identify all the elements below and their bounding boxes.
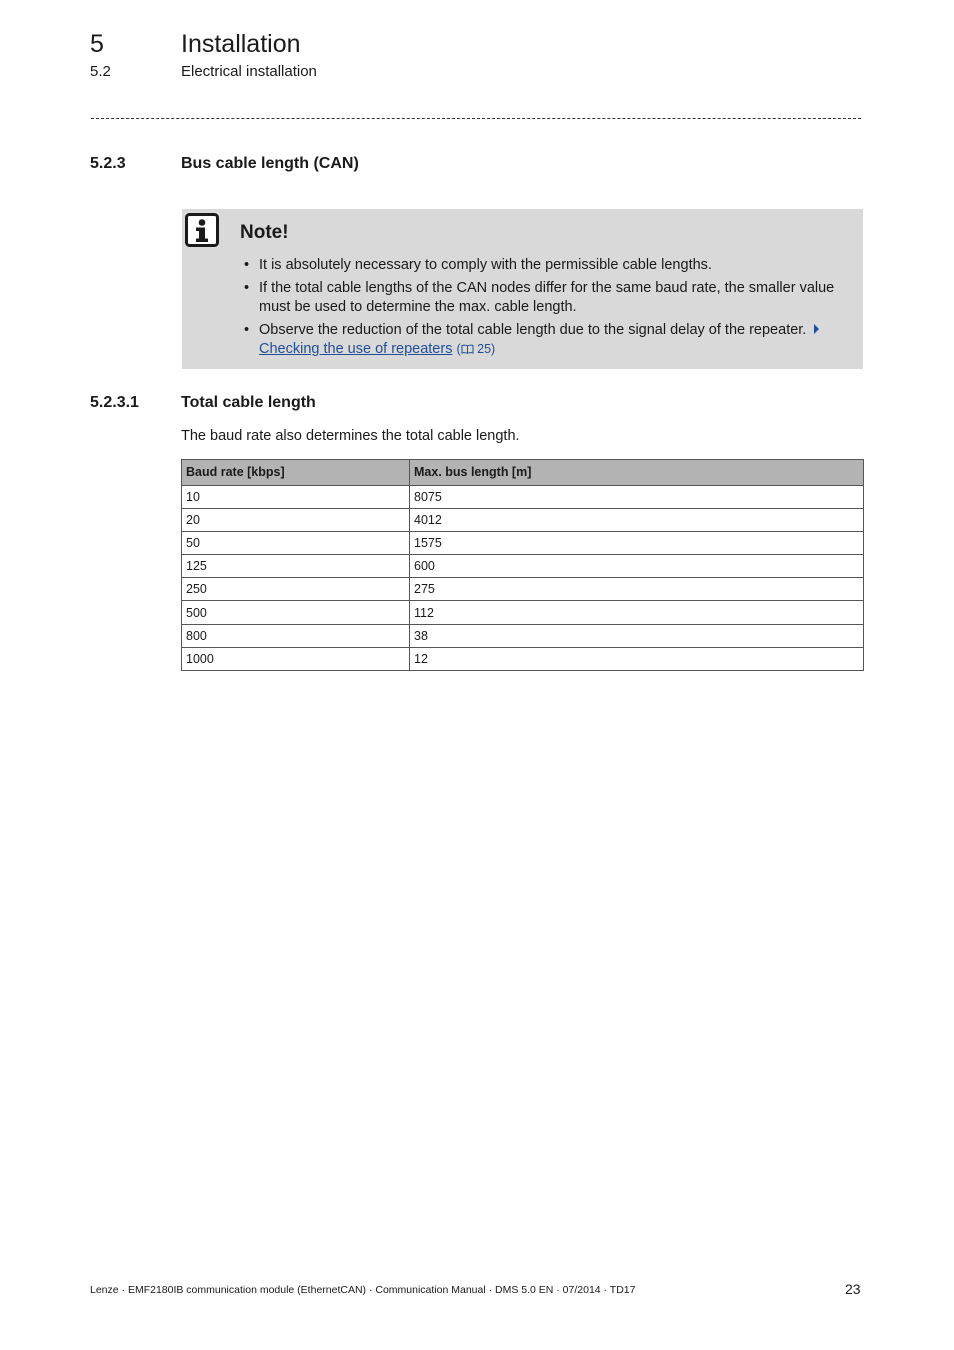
baud-rate-cell: 500: [182, 601, 410, 624]
column-header-max-bus-length: Max. bus length [m]: [410, 460, 864, 486]
page-reference-number: 25: [477, 342, 492, 356]
bus-length-cell: 12: [410, 647, 864, 670]
bullet: •: [244, 257, 250, 273]
baud-rate-cell: 50: [182, 531, 410, 554]
table-row: [182, 485, 864, 508]
table-row: [182, 555, 864, 578]
baud-rate-cell: 20: [182, 508, 410, 531]
header-divider: [91, 118, 861, 119]
section-title: Bus cable length (CAN): [181, 155, 359, 172]
note-item: [244, 279, 850, 318]
table-row: [182, 624, 864, 647]
intro-paragraph: The baud rate also determines the total cable length.: [181, 428, 520, 444]
section-number: 5.2.3: [90, 155, 126, 172]
bullet: •: [244, 279, 250, 296]
table-row: [182, 508, 864, 531]
page-number: 23: [845, 1281, 861, 1297]
page-reference[interactable]: ( 25): [456, 342, 496, 356]
note-item: [244, 321, 850, 360]
note-item-text: If the total cable lengths of the CAN nodes differ for the same baud rate, the smaller value must be used to determine the max. cable length.: [259, 279, 835, 315]
note-item-text: Observe the reduction of the total cable length due to the signal delay of the repeater.: [259, 321, 807, 338]
table-row: [182, 578, 864, 601]
column-header-baud-rate: Baud rate [kbps]: [182, 460, 410, 486]
info-icon: [185, 213, 219, 247]
chapter-title: Installation: [181, 30, 301, 58]
table-row: [182, 601, 864, 624]
bus-length-cell: 1575: [410, 531, 864, 554]
bus-length-cell: 8075: [410, 485, 864, 508]
bullet: •: [244, 321, 250, 338]
note-heading: Note!: [240, 222, 289, 243]
subsection-title: Total cable length: [181, 394, 316, 411]
table-header-row: [182, 460, 864, 486]
link-arrow-icon: [814, 324, 819, 334]
header-section-number: 5.2: [90, 63, 111, 80]
bus-length-cell: 4012: [410, 508, 864, 531]
baud-rate-cell: 125: [182, 555, 410, 578]
baud-rate-cell: 800: [182, 624, 410, 647]
note-item: [244, 256, 850, 276]
baud-rate-cell: 250: [182, 578, 410, 601]
table-row: [182, 647, 864, 670]
bus-length-cell: 600: [410, 555, 864, 578]
footer-text: Lenze · EMF2180IB communication module (EthernetCAN) · Communication Manual · DMS 5.0 EN · 07/2014 · TD17: [90, 1284, 636, 1296]
baud-rate-table: [181, 459, 864, 671]
bus-length-cell: 38: [410, 624, 864, 647]
header-section-title: Electrical installation: [181, 63, 317, 80]
note-item-text: It is absolutely necessary to comply with the permissible cable lengths.: [259, 257, 712, 273]
bus-length-cell: 275: [410, 578, 864, 601]
repeaters-link[interactable]: Checking the use of repeaters: [259, 341, 453, 357]
baud-rate-cell: 10: [182, 485, 410, 508]
book-icon: [461, 344, 474, 354]
subsection-number: 5.2.3.1: [90, 394, 139, 411]
table-row: [182, 531, 864, 554]
bus-length-cell: 112: [410, 601, 864, 624]
chapter-number: 5: [90, 30, 104, 58]
baud-rate-cell: 1000: [182, 647, 410, 670]
note-list: [244, 256, 850, 363]
